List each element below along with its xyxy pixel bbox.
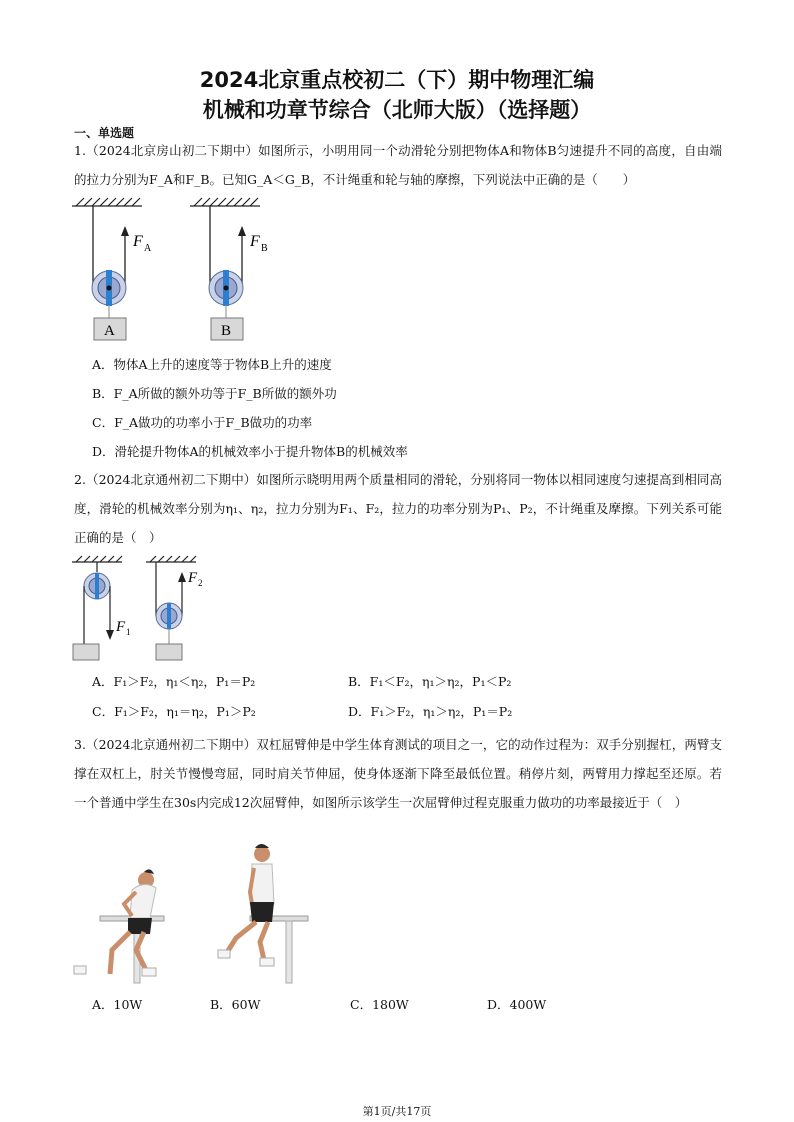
movable-pulley-2	[156, 603, 182, 629]
page-title-line1: 2024北京重点校初二（下）期中物理汇编	[199, 68, 595, 92]
block-b-label: B	[221, 323, 232, 339]
q2-option-d[interactable]: D．F₁＞F₂，η₁＞η₂，P₁＝P₂	[348, 704, 513, 719]
question-1-text: 1.（2024北京房山初二下期中）如图所示，小明用同一个动滑轮分别把物体A和物体B匀速提升不同的高度，自由端的拉力分别为F_A和F_B。已知G_A＜G_B，不计绳重和轮与轴的摩擦，下列说法中正确的是（ ）	[74, 143, 722, 187]
q2-option-a[interactable]: A．F₁＞F₂，η₁＜η₂，P₁＝P₂	[92, 674, 256, 689]
arrow-1	[106, 630, 114, 640]
force-b-sub: B	[261, 243, 268, 254]
question-3-figure	[72, 838, 312, 988]
question-2-figure	[70, 556, 230, 666]
q2-option-c[interactable]: C．F₁＞F₂，η₁＝η₂，P₁＞P₂	[92, 704, 256, 719]
pulley-a	[92, 270, 126, 306]
student-straight-arm-figure	[218, 844, 308, 983]
q3-option-a[interactable]: A．10W	[92, 997, 143, 1012]
force-2-sub: 2	[198, 578, 203, 588]
arrow-a	[121, 226, 129, 236]
force-2-label: F	[188, 570, 198, 586]
q3-option-b[interactable]: B．60W	[210, 997, 261, 1012]
ceiling-a	[72, 198, 142, 206]
q1-option-b[interactable]: B．F_A所做的额外功等于F_B所做的额外功	[92, 386, 337, 401]
force-a-label: F	[133, 233, 143, 250]
arrow-2	[178, 572, 186, 582]
block-2	[156, 644, 182, 660]
question-1-figure	[70, 196, 300, 346]
q1-option-d[interactable]: D．滑轮提升物体A的机械效率小于提升物体B的机械效率	[92, 444, 408, 459]
force-1-label: F	[116, 619, 126, 635]
arrow-b	[238, 226, 246, 236]
pulley-b	[209, 270, 243, 306]
question-2-text: 2.（2024北京通州初二下期中）如图所示晓明用两个质量相同的滑轮，分别将同一物体以相同速度匀速提高到相同高度，滑轮的机械效率分别为η₁、η₂，拉力分别为F₁、F₂，拉力的功率分别为P₁、P₂，不计绳重及摩擦。下列关系可能正确的是（ ）	[74, 472, 722, 545]
student-bent-arm-figure	[74, 869, 164, 983]
question-3-text: 3.（2024北京通州初二下期中）双杠屈臂伸是中学生体育测试的项目之一，它的动作过程为：双手分别握杠，两臂支撑在双杠上，肘关节慢慢弯屈，同时肩关节伸屈，使身体逐渐下降至最低位置。稍停片刻，两臂用力撑起至还原。若一个普通中学生在30s内完成12次屈臂伸，如图所示该学生一次屈臂伸过程克服重力做功的功率最接近于（ ）	[74, 737, 722, 810]
page-number: 第1页/共17页	[362, 1105, 432, 1118]
fixed-pulley-1	[84, 573, 110, 599]
ceiling-2	[146, 556, 196, 562]
section-heading: 一、单选题	[74, 126, 135, 140]
ceiling-1	[72, 556, 122, 562]
force-b-label: F	[250, 233, 260, 250]
force-1-sub: 1	[126, 627, 131, 637]
block-1	[73, 644, 99, 660]
q2-option-b[interactable]: B．F₁＜F₂，η₁＞η₂，P₁＜P₂	[348, 674, 512, 689]
block-a-label: A	[104, 323, 115, 339]
ceiling-b	[190, 198, 260, 206]
q1-option-c[interactable]: C．F_A做功的功率小于F_B做功的功率	[92, 415, 313, 430]
q1-option-a[interactable]: A．物体A上升的速度等于物体B上升的速度	[92, 357, 332, 372]
force-a-sub: A	[144, 243, 152, 254]
page-title-line2: 机械和功章节综合（北师大版）（选择题）	[202, 98, 592, 122]
q3-option-d[interactable]: D．400W	[487, 997, 547, 1012]
q3-option-c[interactable]: C．180W	[350, 997, 409, 1012]
